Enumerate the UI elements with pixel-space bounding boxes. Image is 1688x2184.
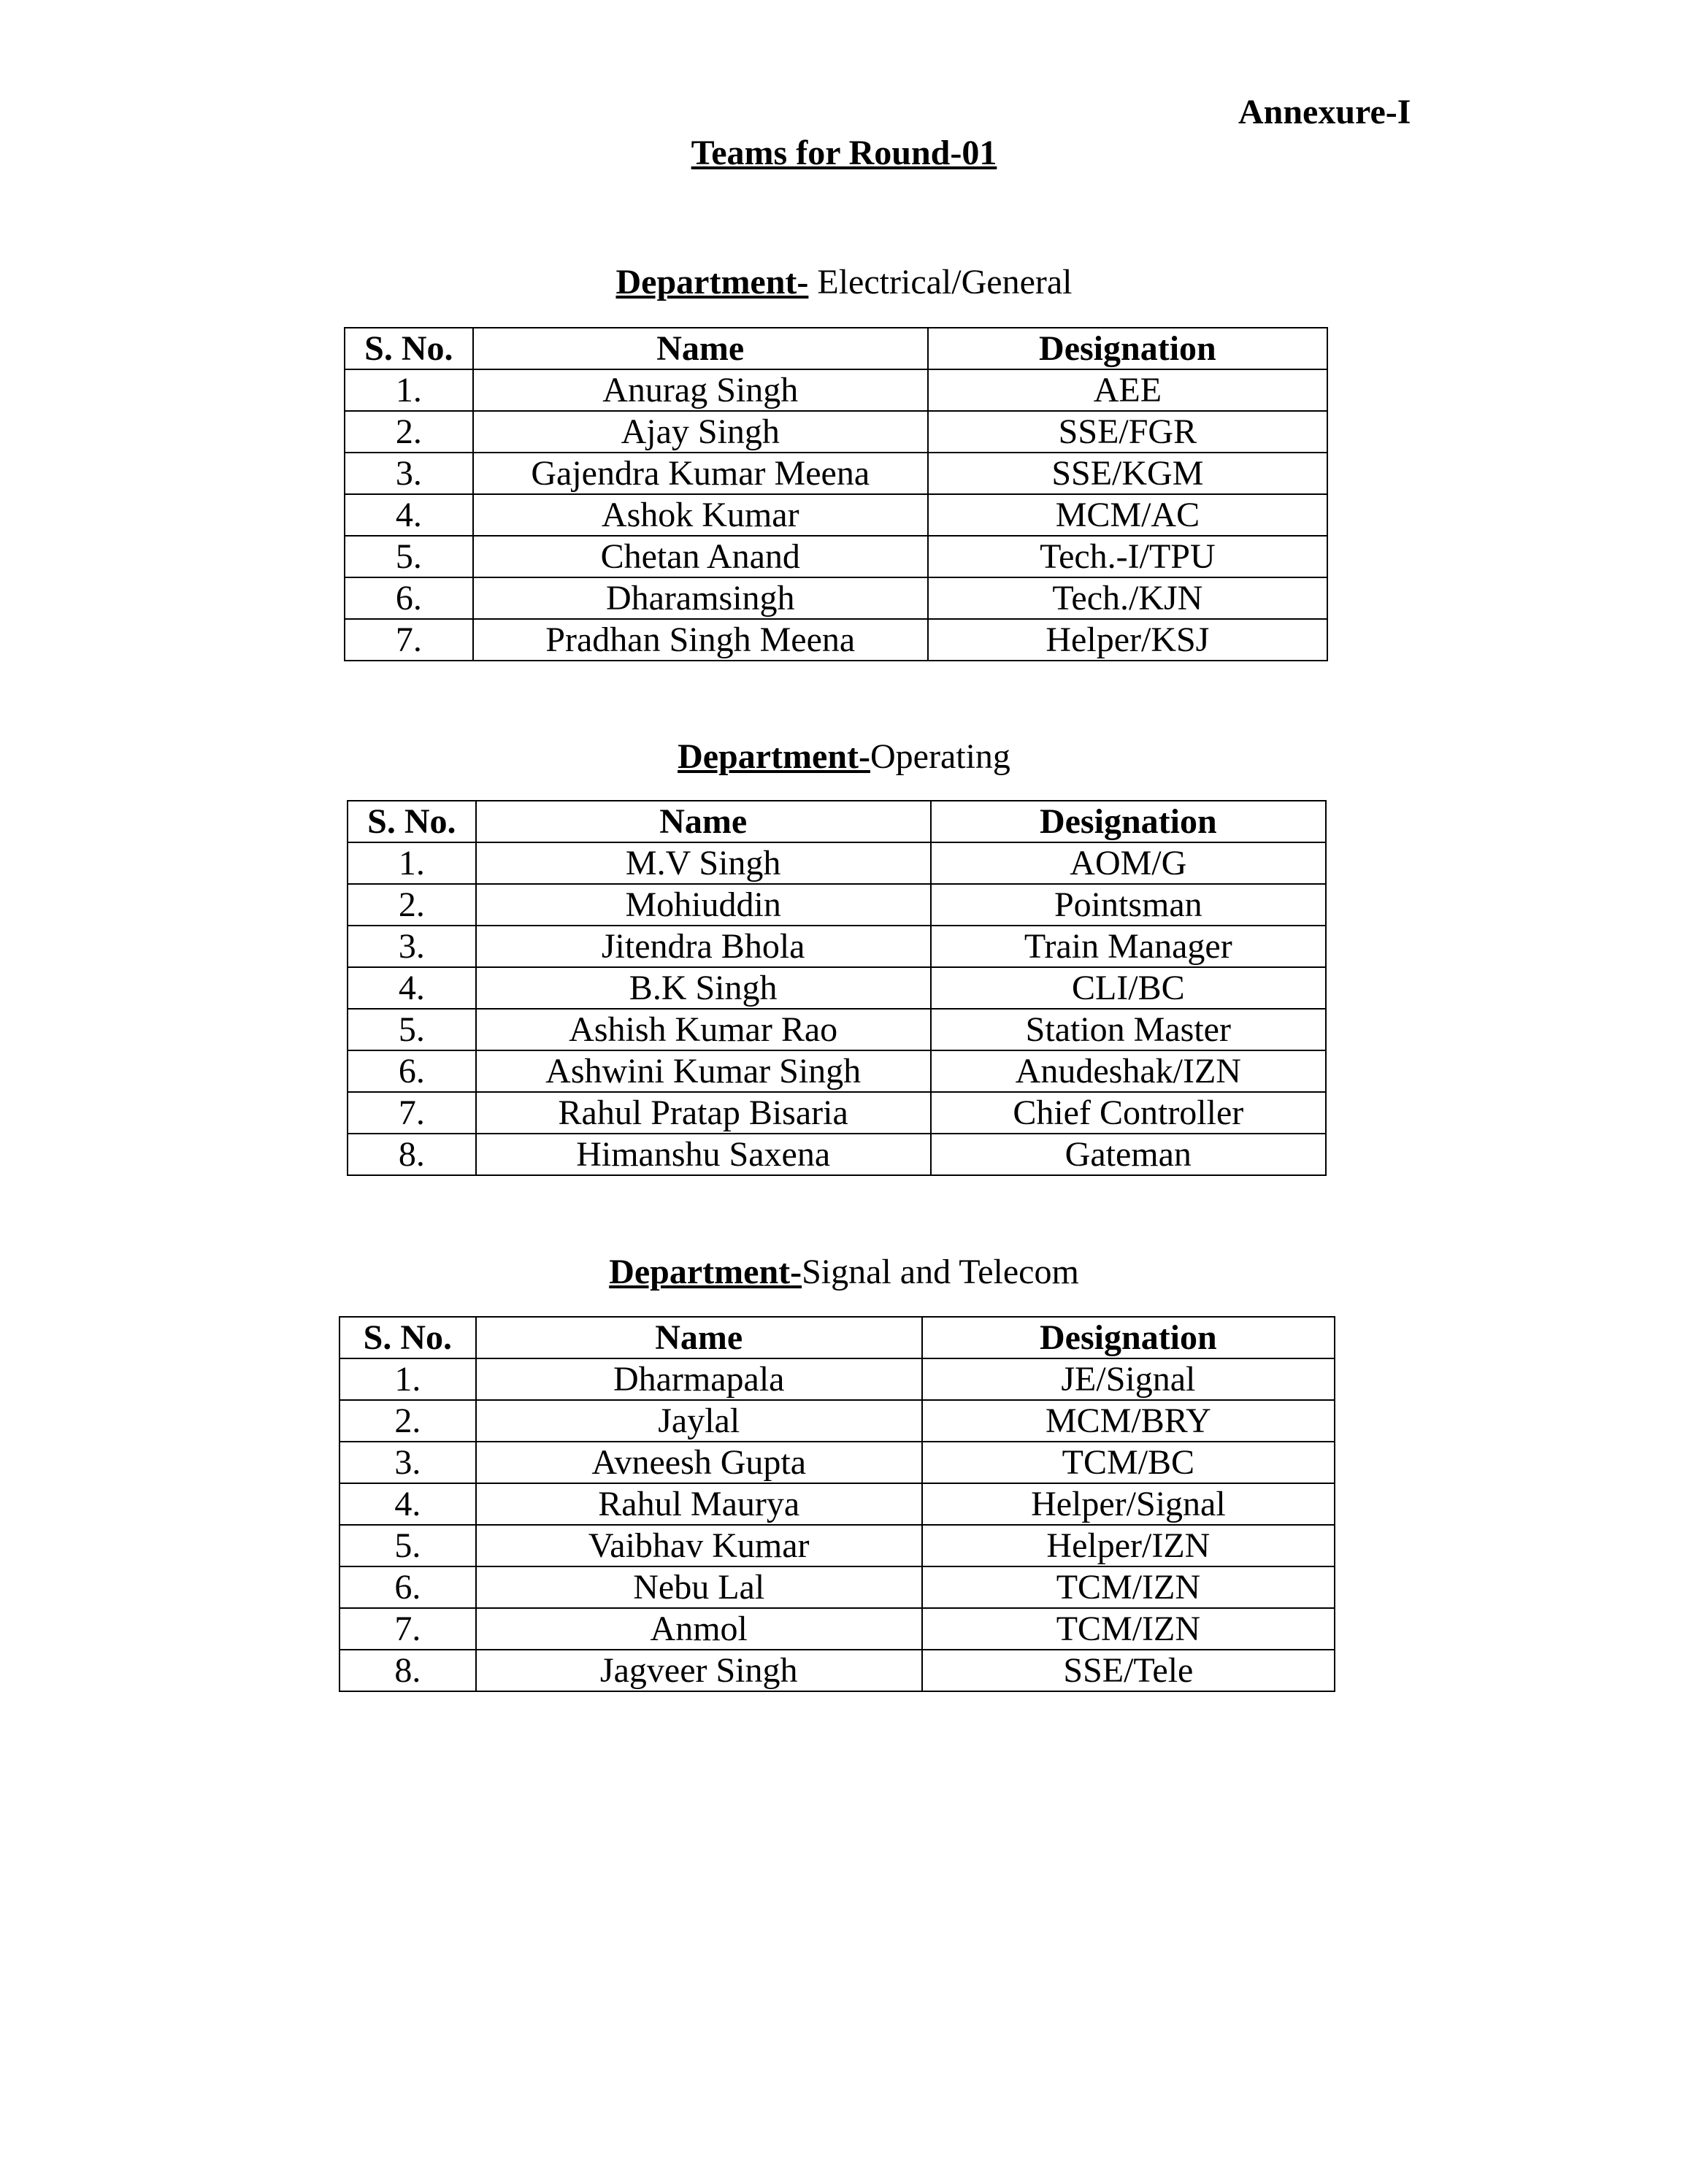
department-label: Department- bbox=[678, 737, 870, 776]
cell-name: Jaylal bbox=[476, 1400, 922, 1442]
table-row bbox=[348, 926, 1326, 967]
cell-name: Anmol bbox=[476, 1608, 922, 1650]
table-row bbox=[348, 1009, 1326, 1050]
table-row bbox=[348, 842, 1326, 884]
table-row bbox=[339, 1650, 1335, 1691]
cell-sno: 3. bbox=[339, 1442, 476, 1483]
department-name: Signal and Telecom bbox=[802, 1253, 1079, 1291]
cell-name: M.V Singh bbox=[476, 842, 931, 884]
department-heading-signal-telecom bbox=[0, 1249, 1688, 1296]
table-row bbox=[339, 1608, 1335, 1650]
department-heading-operating bbox=[0, 734, 1688, 780]
cell-name: Jitendra Bhola bbox=[476, 926, 931, 967]
cell-sno: 2. bbox=[345, 411, 473, 453]
column-header-sno: S. No. bbox=[345, 328, 473, 369]
cell-designation: Anudeshak/IZN bbox=[931, 1050, 1326, 1092]
cell-sno: 4. bbox=[348, 967, 476, 1009]
cell-sno: 5. bbox=[348, 1009, 476, 1050]
cell-designation: CLI/BC bbox=[931, 967, 1326, 1009]
cell-sno: 8. bbox=[348, 1134, 476, 1175]
table-row bbox=[345, 619, 1327, 661]
cell-designation: AOM/G bbox=[931, 842, 1326, 884]
table-row bbox=[348, 884, 1326, 926]
column-header-designation: Designation bbox=[928, 328, 1327, 369]
column-header-designation: Designation bbox=[922, 1317, 1335, 1358]
table-row bbox=[339, 1442, 1335, 1483]
department-heading-electrical bbox=[0, 259, 1688, 306]
cell-designation: JE/Signal bbox=[922, 1358, 1335, 1400]
cell-designation: TCM/IZN bbox=[922, 1608, 1335, 1650]
department-name: Operating bbox=[870, 737, 1010, 776]
cell-sno: 5. bbox=[345, 536, 473, 577]
annexure-label: Annexure-I bbox=[1238, 93, 1411, 131]
table-row bbox=[345, 577, 1327, 619]
cell-designation: Helper/KSJ bbox=[928, 619, 1327, 661]
column-header-designation: Designation bbox=[931, 801, 1326, 842]
cell-designation: SSE/FGR bbox=[928, 411, 1327, 453]
cell-designation: SSE/KGM bbox=[928, 453, 1327, 494]
table-row bbox=[345, 494, 1327, 536]
cell-designation: MCM/AC bbox=[928, 494, 1327, 536]
table-row bbox=[345, 411, 1327, 453]
table-row bbox=[345, 453, 1327, 494]
cell-sno: 1. bbox=[345, 369, 473, 411]
table-header-row bbox=[348, 801, 1326, 842]
cell-sno: 7. bbox=[345, 619, 473, 661]
cell-sno: 7. bbox=[339, 1608, 476, 1650]
cell-designation: TCM/BC bbox=[922, 1442, 1335, 1483]
cell-sno: 6. bbox=[345, 577, 473, 619]
cell-name: Avneesh Gupta bbox=[476, 1442, 922, 1483]
column-header-name: Name bbox=[473, 328, 928, 369]
department-name: Electrical/General bbox=[808, 263, 1073, 301]
cell-sno: 5. bbox=[339, 1525, 476, 1566]
table-row bbox=[348, 1092, 1326, 1134]
department-label: Department- bbox=[609, 1253, 802, 1291]
cell-sno: 2. bbox=[348, 884, 476, 926]
cell-name: Dharamsingh bbox=[473, 577, 928, 619]
cell-name: Himanshu Saxena bbox=[476, 1134, 931, 1175]
column-header-sno: S. No. bbox=[348, 801, 476, 842]
cell-name: Pradhan Singh Meena bbox=[473, 619, 928, 661]
cell-designation: Gateman bbox=[931, 1134, 1326, 1175]
cell-name: Ashish Kumar Rao bbox=[476, 1009, 931, 1050]
team-table-electrical bbox=[344, 327, 1328, 661]
cell-designation: Tech./KJN bbox=[928, 577, 1327, 619]
cell-sno: 4. bbox=[345, 494, 473, 536]
cell-sno: 2. bbox=[339, 1400, 476, 1442]
cell-sno: 3. bbox=[348, 926, 476, 967]
cell-sno: 1. bbox=[348, 842, 476, 884]
table-header-row bbox=[345, 328, 1327, 369]
table-row bbox=[348, 1050, 1326, 1092]
table-row bbox=[348, 1134, 1326, 1175]
table-header-row bbox=[339, 1317, 1335, 1358]
cell-name: Ashok Kumar bbox=[473, 494, 928, 536]
cell-name: B.K Singh bbox=[476, 967, 931, 1009]
cell-designation: Train Manager bbox=[931, 926, 1326, 967]
cell-name: Jagveer Singh bbox=[476, 1650, 922, 1691]
column-header-name: Name bbox=[476, 1317, 922, 1358]
cell-name: Rahul Pratap Bisaria bbox=[476, 1092, 931, 1134]
cell-name: Ajay Singh bbox=[473, 411, 928, 453]
table-row bbox=[345, 369, 1327, 411]
cell-name: Anurag Singh bbox=[473, 369, 928, 411]
table-row bbox=[339, 1483, 1335, 1525]
cell-designation: Chief Controller bbox=[931, 1092, 1326, 1134]
cell-designation: TCM/IZN bbox=[922, 1566, 1335, 1608]
cell-sno: 8. bbox=[339, 1650, 476, 1691]
cell-designation: SSE/Tele bbox=[922, 1650, 1335, 1691]
table-row bbox=[339, 1358, 1335, 1400]
team-table-signal-telecom bbox=[339, 1316, 1335, 1692]
cell-sno: 6. bbox=[339, 1566, 476, 1608]
cell-sno: 3. bbox=[345, 453, 473, 494]
cell-designation: Helper/IZN bbox=[922, 1525, 1335, 1566]
table-row bbox=[339, 1566, 1335, 1608]
cell-sno: 4. bbox=[339, 1483, 476, 1525]
cell-designation: AEE bbox=[928, 369, 1327, 411]
cell-designation: Tech.-I/TPU bbox=[928, 536, 1327, 577]
cell-designation: Helper/Signal bbox=[922, 1483, 1335, 1525]
team-table-operating bbox=[347, 800, 1327, 1176]
cell-name: Ashwini Kumar Singh bbox=[476, 1050, 931, 1092]
column-header-sno: S. No. bbox=[339, 1317, 476, 1358]
cell-designation: Pointsman bbox=[931, 884, 1326, 926]
cell-name: Nebu Lal bbox=[476, 1566, 922, 1608]
cell-name: Rahul Maurya bbox=[476, 1483, 922, 1525]
department-label: Department- bbox=[615, 263, 809, 301]
cell-name: Mohiuddin bbox=[476, 884, 931, 926]
cell-designation: Station Master bbox=[931, 1009, 1326, 1050]
cell-name: Chetan Anand bbox=[473, 536, 928, 577]
cell-name: Vaibhav Kumar bbox=[476, 1525, 922, 1566]
cell-name: Dharmapala bbox=[476, 1358, 922, 1400]
cell-name: Gajendra Kumar Meena bbox=[473, 453, 928, 494]
cell-sno: 1. bbox=[339, 1358, 476, 1400]
cell-sno: 6. bbox=[348, 1050, 476, 1092]
cell-sno: 7. bbox=[348, 1092, 476, 1134]
page-title: Teams for Round-01 bbox=[691, 134, 997, 172]
table-row bbox=[339, 1525, 1335, 1566]
table-row bbox=[348, 967, 1326, 1009]
table-row bbox=[345, 536, 1327, 577]
cell-designation: MCM/BRY bbox=[922, 1400, 1335, 1442]
column-header-name: Name bbox=[476, 801, 931, 842]
table-row bbox=[339, 1400, 1335, 1442]
